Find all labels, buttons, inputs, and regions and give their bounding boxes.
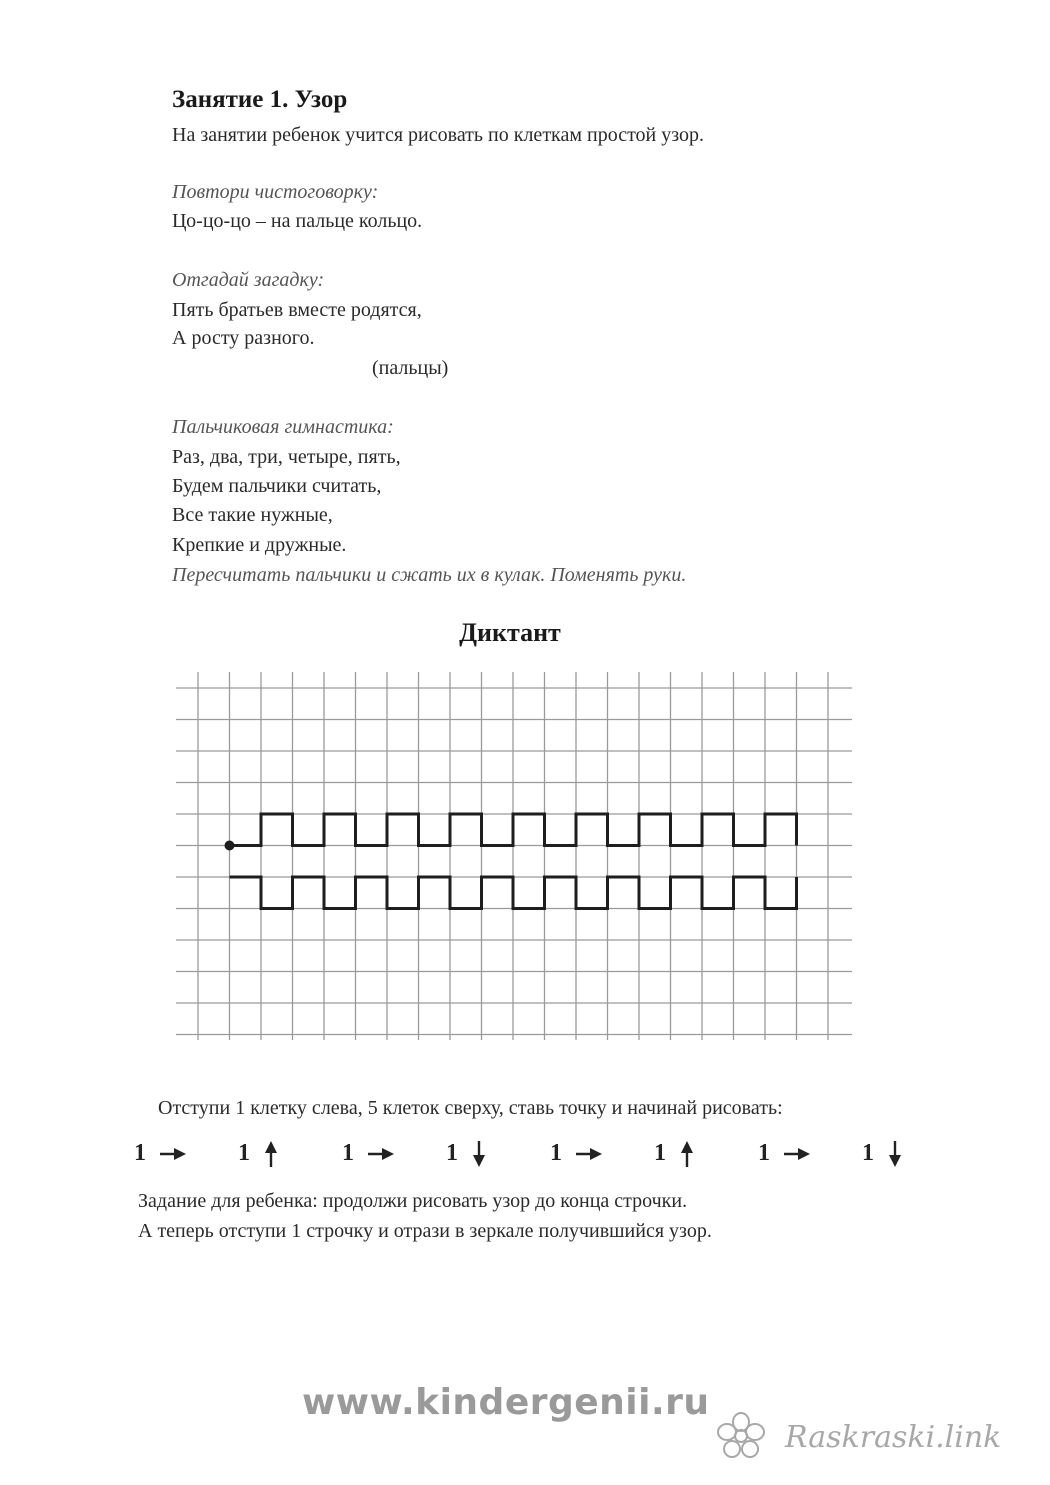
step-count: 1: [758, 1140, 770, 1166]
arrow-right-icon: [160, 1147, 186, 1161]
flower-icon: [705, 1408, 775, 1464]
step-count: 1: [446, 1140, 458, 1166]
arrow-right-icon: [368, 1147, 394, 1161]
tongue-twister-text: Цо-цо-цо – на пальце кольцо.: [172, 210, 423, 232]
sequence-step: [758, 1140, 810, 1167]
sequence-step: [550, 1140, 602, 1167]
arrow-down-icon: [888, 1141, 902, 1167]
sequence-step: [238, 1140, 278, 1167]
site-watermark: www.kindergenii.ru: [302, 1382, 710, 1423]
riddle-line: Пять братьев вместе родятся,: [172, 299, 422, 321]
gymnastics-heading: Пальчиковая гимнастика:: [172, 416, 394, 438]
sequence-step: [654, 1140, 694, 1167]
brand-watermark: Raskraski.link: [785, 1420, 1002, 1455]
step-count: 1: [238, 1140, 250, 1166]
arrow-up-icon: [264, 1141, 278, 1167]
step-count: 1: [654, 1140, 666, 1166]
lesson-intro: На занятии ребенок учится рисовать по клеткам простой узор.: [172, 124, 705, 146]
gymnastics-line: Крепкие и дружные.: [172, 534, 347, 556]
tongue-twister-heading: Повтори чистоговорку:: [172, 181, 379, 203]
task-line: А теперь отступи 1 строчку и отрази в зеркале получившийся узор.: [138, 1220, 712, 1242]
pattern-mirrored-row: [230, 877, 797, 909]
sequence-step: [342, 1140, 394, 1167]
dictation-instruction: Отступи 1 клетку слева, 5 клеток сверху, ставь точку и начинай рисовать:: [158, 1097, 783, 1119]
riddle-answer: (пальцы): [372, 357, 449, 379]
step-count: 1: [550, 1140, 562, 1166]
step-count: 1: [342, 1140, 354, 1166]
dictation-title: Диктант: [459, 618, 561, 647]
riddle-line: А росту разного.: [172, 327, 315, 349]
gymnastics-line: Будем пальчики считать,: [172, 475, 382, 497]
step-count: 1: [862, 1140, 874, 1166]
gymnastics-instruction: Пересчитать пальчики и сжать их в кулак. Поменять руки.: [172, 564, 687, 586]
pattern-top-row: [230, 814, 797, 846]
gymnastics-line: Раз, два, три, четыре, пять,: [172, 446, 401, 468]
task-line: Задание для ребенка: продолжи рисовать узор до конца строчки.: [138, 1190, 688, 1212]
gymnastics-line: Все такие нужные,: [172, 504, 333, 526]
start-point: [225, 841, 235, 851]
arrow-right-icon: [784, 1147, 810, 1161]
sequence-step: [446, 1140, 486, 1167]
sequence-step: [134, 1140, 186, 1167]
arrow-up-icon: [680, 1141, 694, 1167]
lesson-title: Занятие 1. Узор: [172, 86, 348, 113]
sequence-step: [862, 1140, 902, 1167]
arrow-down-icon: [472, 1141, 486, 1167]
riddle-heading: Отгадай загадку:: [172, 269, 325, 291]
arrow-right-icon: [576, 1147, 602, 1161]
grid-lines: [176, 672, 852, 1040]
step-count: 1: [134, 1140, 146, 1166]
